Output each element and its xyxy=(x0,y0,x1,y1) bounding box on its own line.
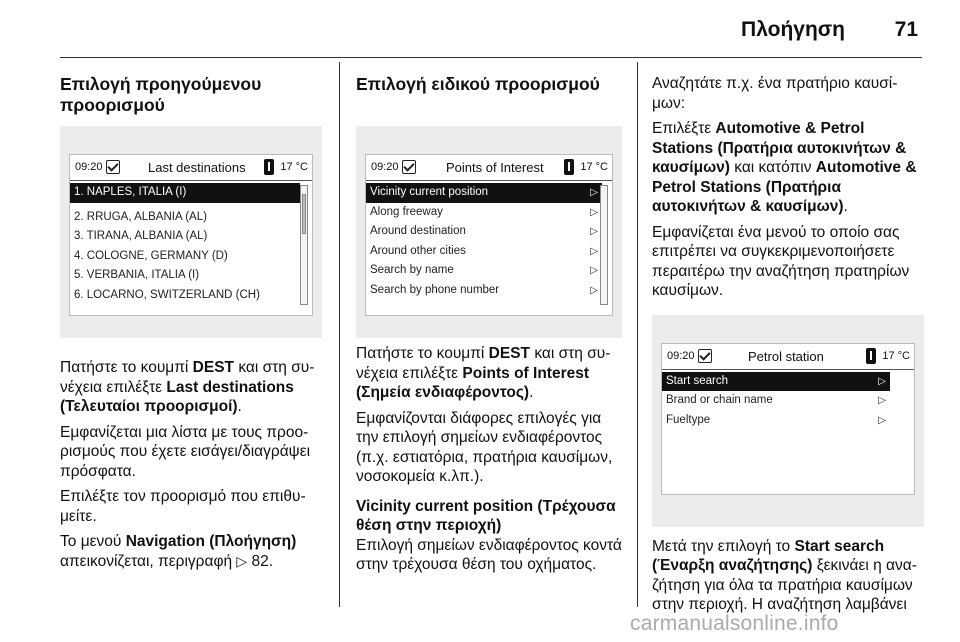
status-bar xyxy=(70,155,312,181)
paragraph xyxy=(652,119,924,217)
menu-item[interactable] xyxy=(662,411,890,431)
petrol-menu-list xyxy=(662,372,890,431)
menu-item[interactable] xyxy=(70,247,300,267)
display-screen xyxy=(69,154,313,316)
check-icon xyxy=(402,160,416,174)
status-bar xyxy=(662,344,914,370)
figure-last-destinations xyxy=(60,126,322,338)
header-rule xyxy=(60,57,922,58)
menu-item-label: Start search xyxy=(666,374,728,387)
paragraph: Εμφανίζεται ένα μενού το οποίο σας επιτρέπει να συγκεκριμενοποιήσετε περαιτέρω την αναζήτηση πρατηρίων καυσίμων. xyxy=(652,223,910,299)
menu-item[interactable] xyxy=(366,222,602,242)
paragraph: Εμφανίζονται διάφορες επιλογές για την επιλογή σημείων ενδιαφέροντος (π.χ. εστιατόρια, πρατήρια καυσίμων, νοσοκομεία κ.λπ.). xyxy=(356,409,613,485)
column-2 xyxy=(356,74,622,575)
sub-heading: Vicinity current position (Τρέχουσα θέση στην περιοχή) xyxy=(356,497,616,534)
screen-title: Petrol station xyxy=(748,348,824,364)
menu-item-label: Search by name xyxy=(370,264,454,276)
clock: 09:20 xyxy=(371,161,399,173)
menu-item-label: Along freeway xyxy=(370,205,443,218)
figure-petrol-station xyxy=(652,315,924,527)
clock: 09:20 xyxy=(667,349,695,362)
chevron-right-icon: ▷ xyxy=(590,265,598,276)
menu-name: Automotive & Petrol Stations (Πρατήρια αυτοκινήτων & καυσίμων) xyxy=(652,159,917,215)
chevron-right-icon: ▷ xyxy=(590,226,598,237)
text: . xyxy=(843,198,848,215)
menu-item[interactable] xyxy=(70,208,300,228)
thermometer-icon xyxy=(564,159,574,175)
text: Το μενού xyxy=(60,533,126,550)
status-bar xyxy=(366,155,612,181)
text: . xyxy=(237,398,242,415)
menu-name: Automotive & Petrol Stations (Πρατήρια αυτοκινήτων & καυσίμων) xyxy=(652,120,907,176)
text: απεικονίζεται, περιγραφή xyxy=(60,552,237,570)
menu-item-label: Brand or chain name xyxy=(666,394,773,406)
page-number: 71 xyxy=(894,18,918,41)
menu-item-label: 3. TIRANA, ALBANIA (AL) xyxy=(74,230,208,242)
page-reference-icon: ▷ xyxy=(236,552,248,569)
menu-item-label: 2. RRUGA, ALBANIA (AL) xyxy=(74,210,207,223)
temperature: 17 °C xyxy=(882,349,910,362)
menu-item-label: Vicinity current position xyxy=(370,186,489,198)
column-divider xyxy=(339,62,340,607)
button-name: DEST xyxy=(488,345,531,362)
menu-item[interactable] xyxy=(366,281,602,301)
menu-item-label: 6. LOCARNO, SWITZERLAND (CH) xyxy=(74,288,260,301)
menu-item-label: Fueltype xyxy=(666,413,711,426)
section-heading: Επιλογή ειδικού προορισμού xyxy=(356,74,600,94)
display-screen xyxy=(365,154,613,316)
display-screen xyxy=(661,343,915,495)
check-icon xyxy=(698,349,712,363)
thermometer-icon xyxy=(264,159,274,175)
text: Επιλέξτε xyxy=(652,120,716,137)
poi-menu-list xyxy=(366,183,602,300)
chevron-right-icon: ▷ xyxy=(878,414,886,426)
column-1 xyxy=(60,74,322,571)
paragraph xyxy=(60,532,322,571)
destination-list xyxy=(70,183,300,305)
screen-title: Last destinations xyxy=(148,160,246,175)
menu-item-label: Search by phone number xyxy=(370,283,500,296)
scrollbar[interactable] xyxy=(300,185,308,305)
screen-title: Points of Interest xyxy=(446,160,544,175)
paragraph: Επιλέξτε τον προορισμό που επιθυμείτε. xyxy=(60,488,306,525)
paragraph xyxy=(60,358,322,417)
section-heading: Επιλογή προηγούμενου προορισμού xyxy=(60,74,262,115)
temperature: 17 °C xyxy=(580,161,608,173)
menu-name: Start search (Έναρξη αναζήτησης) xyxy=(652,537,885,574)
menu-item-label: Around destination xyxy=(370,225,466,237)
scrollbar[interactable] xyxy=(600,185,608,305)
chevron-right-icon: ▷ xyxy=(878,375,886,387)
chevron-right-icon: ▷ xyxy=(590,187,598,198)
chevron-right-icon: ▷ xyxy=(590,284,598,296)
chevron-right-icon: ▷ xyxy=(590,245,598,257)
text: και στη συνέχεια επιλέξτε xyxy=(60,359,315,396)
menu-item[interactable] xyxy=(70,227,300,247)
menu-item[interactable] xyxy=(70,266,300,286)
figure-points-of-interest xyxy=(356,126,622,338)
check-icon xyxy=(106,160,120,174)
menu-item[interactable] xyxy=(366,203,602,223)
menu-item[interactable] xyxy=(662,372,890,392)
running-title: Πλοήγηση xyxy=(741,18,845,41)
menu-item[interactable] xyxy=(70,183,300,203)
text: και κατόπιν xyxy=(729,159,816,176)
paragraph: Εμφανίζεται μια λίστα με τους προορισμούς που έχετε εισάγει/διαγράψει πρόσφατα. xyxy=(60,423,311,480)
page-header xyxy=(0,0,960,50)
text: Πατήστε το κουμπί xyxy=(60,359,193,376)
watermark: carmanualsonline.info xyxy=(630,612,839,635)
text: Πατήστε το κουμπί xyxy=(356,345,489,362)
thermometer-icon xyxy=(866,348,876,364)
paragraph: Αναζητάτε π.χ. ένα πρατήριο καυσίμων: xyxy=(652,75,898,112)
text: Μετά την επιλογή το xyxy=(652,537,795,555)
menu-item[interactable] xyxy=(366,242,602,262)
paragraph xyxy=(652,537,924,615)
menu-item-label: 5. VERBANIA, ITALIA (I) xyxy=(74,269,200,281)
menu-item-label: Around other cities xyxy=(370,244,466,257)
menu-name: Navigation (Πλοήγηση) xyxy=(125,533,297,550)
text: ξεκινάει η αναζήτηση για όλα τα πρατήρια καυσίμων στην περιοχή. Η αναζήτηση λαμβάνει xyxy=(652,557,917,613)
clock: 09:20 xyxy=(75,161,103,173)
column-divider xyxy=(637,62,638,607)
text: και στη συνέχεια επιλέξτε xyxy=(356,345,611,382)
text: . xyxy=(529,384,534,401)
scroll-thumb[interactable] xyxy=(302,194,306,234)
menu-name: Points of Interest (Σημεία ενδιαφέροντος) xyxy=(356,364,590,401)
menu-item[interactable] xyxy=(70,286,300,306)
chevron-right-icon: ▷ xyxy=(590,206,598,218)
menu-item[interactable] xyxy=(366,183,602,203)
temperature: 17 °C xyxy=(280,161,308,173)
button-name: DEST xyxy=(192,359,235,376)
menu-item-label: 4. COLOGNE, GERMANY (D) xyxy=(74,249,228,262)
menu-item[interactable] xyxy=(366,261,602,281)
paragraph xyxy=(356,344,622,403)
chevron-right-icon: ▷ xyxy=(878,395,886,406)
page-reference[interactable]: 82. xyxy=(251,552,274,570)
menu-item[interactable] xyxy=(662,391,890,411)
menu-name: Last destinations (Τελευταίοι προορισμοί) xyxy=(60,378,294,415)
column-3 xyxy=(652,74,924,615)
paragraph: Επιλογή σημείων ενδιαφέροντος κοντά στην τρέχουσα θέση του οχήματος. xyxy=(356,536,622,573)
menu-item-label: 1. NAPLES, ITALIA (I) xyxy=(74,186,187,198)
